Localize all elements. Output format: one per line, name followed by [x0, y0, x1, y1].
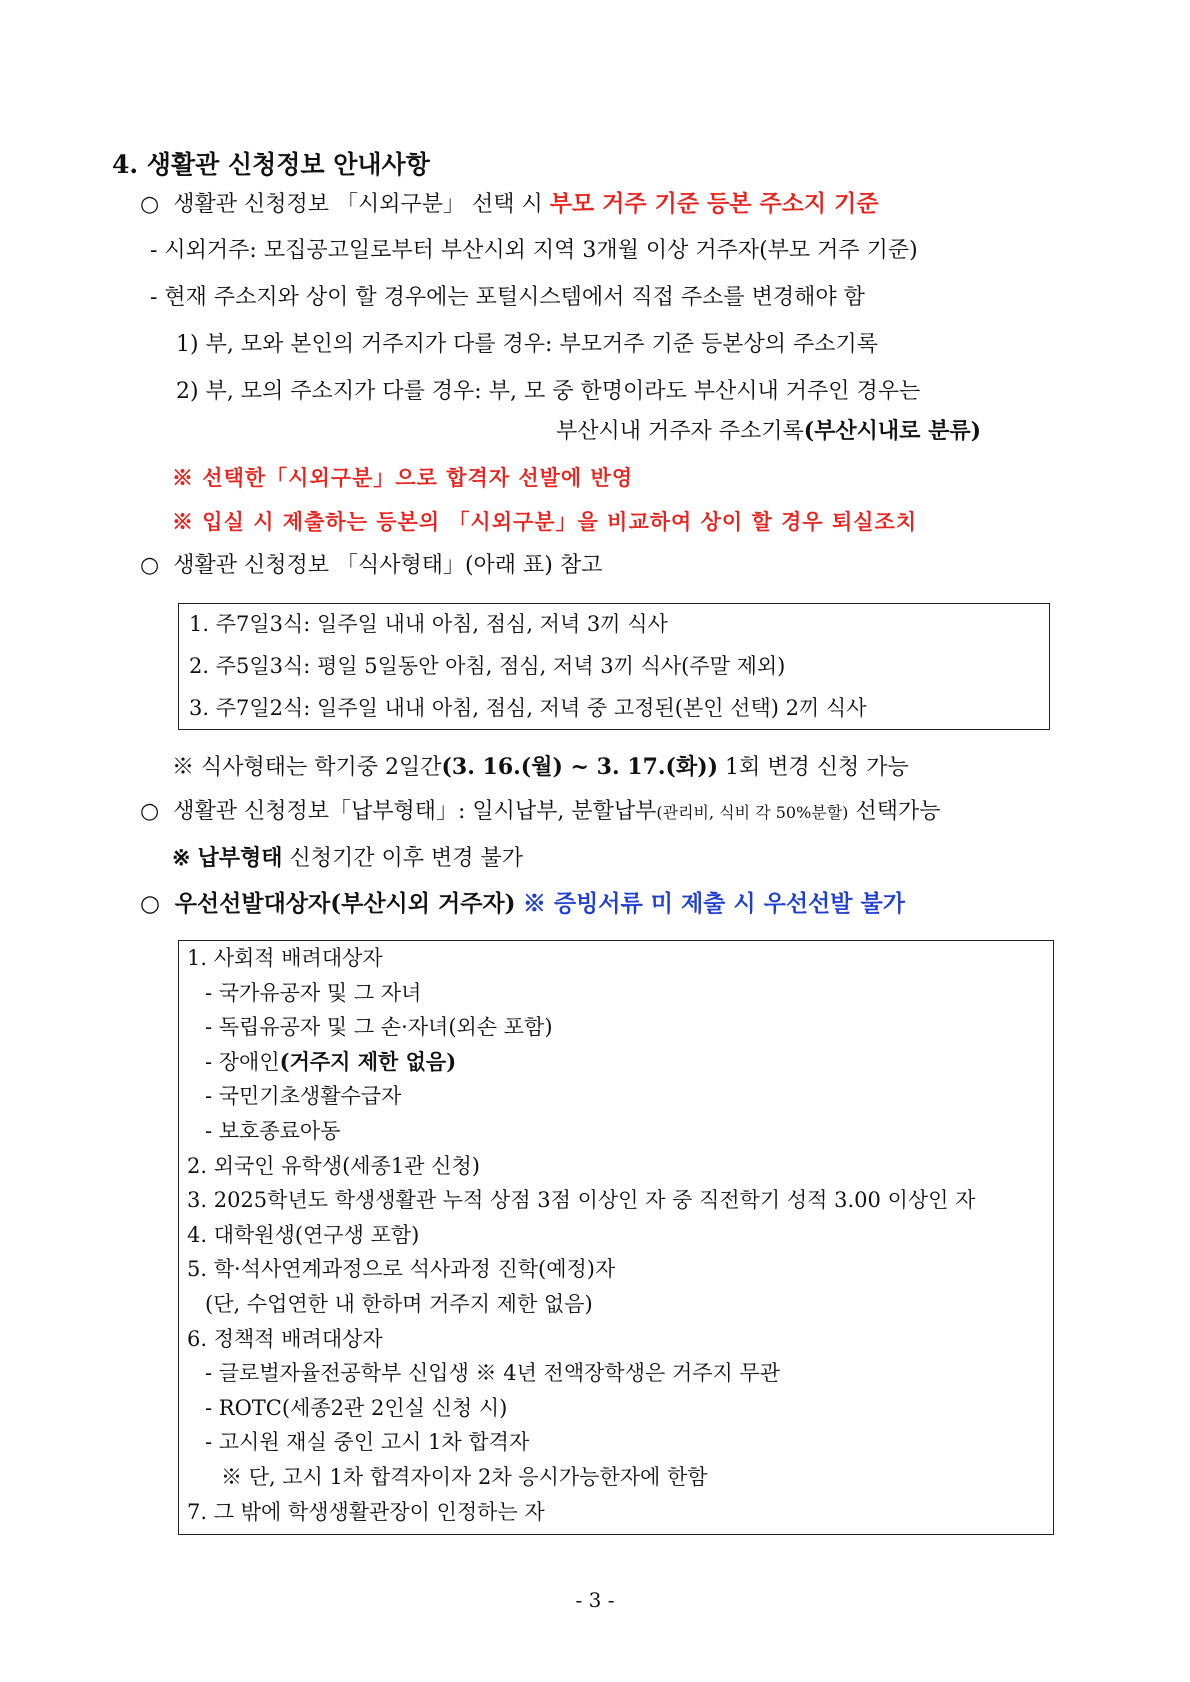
priority-row	[187, 1498, 545, 1526]
meal-row: 1. 주7일3식: 일주일 내내 아침, 점심, 저녁 3끼 식사	[189, 612, 668, 636]
priority-row-text: (단, 수업연한 내 한하며 거주지 제한 없음)	[205, 1292, 593, 1316]
area-item-2-bold: (부산시내로 분류)	[803, 418, 982, 444]
priority-row-text: - 독립유공자 및 그 손·자녀(외손 포함)	[205, 1015, 553, 1040]
priority-row	[205, 1048, 456, 1076]
meal-intro-text: 생활관 신청정보 「식사형태」(아래 표) 참고	[173, 553, 603, 578]
priority-row-text: 6. 정책적 배려대상자	[187, 1326, 383, 1351]
payment-intro-small: (관리비, 식비 각 50%분할)	[656, 803, 849, 822]
priority-row	[205, 1290, 593, 1318]
priority-row	[205, 1013, 553, 1041]
priority-row-text: 3. 2025학년도 학생생활관 누적 상점 3점 이상인 자 중 직전학기 성적 3.00 이상인 자	[187, 1188, 976, 1213]
meal-note-bold: (3. 16.(월) ~ 3. 17.(화))	[441, 754, 719, 780]
page-number: - 3 -	[575, 1588, 615, 1612]
priority-table	[178, 940, 1054, 1535]
priority-row	[187, 1152, 480, 1180]
area-item-1: 1) 부, 모와 본인의 거주지가 다를 경우: 부모거주 기준 등본상의 주소기록	[176, 332, 878, 357]
priority-row	[187, 1325, 383, 1353]
priority-row-text: 2. 외국인 유학생(세종1관 신청)	[187, 1153, 480, 1178]
priority-row	[205, 979, 421, 1007]
area-item-2: 2) 부, 모의 주소지가 다를 경우: 부, 모 중 한명이라도 부산시내 거주인 경우는	[176, 379, 921, 404]
priority-row	[205, 1428, 529, 1456]
payment-intro-suffix: 선택가능	[855, 799, 941, 824]
area-intro	[140, 189, 879, 220]
area-dash-2: - 현재 주소지와 상이 할 경우에는 포털시스템에서 직접 주소를 변경해야 함	[150, 285, 865, 310]
priority-row	[205, 1082, 401, 1110]
priority-row-text: 4. 대학원생(연구생 포함)	[187, 1222, 420, 1247]
payment-note-mark: ※	[172, 845, 191, 871]
priority-row	[205, 1394, 507, 1422]
meal-note-suffix: 1회 변경 신청 가능	[725, 755, 909, 780]
payment-intro-text: 생활관 신청정보「납부형태」: 일시납부, 분할납부	[173, 799, 657, 824]
payment-note	[172, 843, 523, 874]
area-intro-text: 생활관 신청정보 「시외구분」 선택 시	[173, 192, 543, 217]
meal-note	[172, 752, 909, 783]
priority-row	[187, 1221, 419, 1249]
priority-row	[187, 1255, 615, 1283]
priority-intro	[140, 889, 905, 919]
section-title: 4. 생활관 신청정보 안내사항	[112, 150, 430, 179]
priority-row-text: - ROTC(세종2관 2인실 신청 시)	[205, 1395, 508, 1420]
priority-row-text: - 보호종료아동	[205, 1119, 341, 1143]
bullet: ○	[140, 799, 160, 824]
priority-row-text: 1. 사회적 배려대상자	[187, 946, 383, 970]
area-note-2: ※ 입실 시 제출하는 등본의 「시외구분」을 비교하여 상이 할 경우 퇴실조치	[172, 509, 918, 534]
payment-note-bold: 납부형태	[197, 845, 283, 871]
bullet: ○	[140, 192, 160, 217]
priority-row-text: - 국가유공자 및 그 자녀	[205, 980, 422, 1005]
priority-row-text: - 고시원 재실 중인 고시 1차 합격자	[205, 1430, 530, 1455]
area-note-1: ※ 선택한「시외구분」으로 합격자 선발에 반영	[172, 465, 634, 490]
area-item-2-plain: 부산시내 거주자 주소기록	[556, 419, 804, 444]
priority-row-text: - 글로벌자율전공학부 신입생 ※ 4년 전액장학생은 거주지 무관	[205, 1361, 781, 1386]
payment-intro	[140, 797, 940, 828]
priority-row	[221, 1463, 708, 1491]
bullet: ○	[140, 553, 160, 578]
bullet: ○	[140, 891, 161, 917]
priority-row	[205, 1359, 780, 1387]
area-dash-1: - 시외거주: 모집공고일로부터 부산시외 지역 3개월 이상 거주자(부모 거주 기준)	[150, 238, 918, 263]
meal-table	[178, 603, 1050, 730]
priority-row-text: ※ 단, 고시 1차 합격자이자 2차 응시가능한자에 한함	[221, 1465, 708, 1489]
payment-note-suffix: 신청기간 이후 변경 불가	[289, 846, 523, 871]
priority-row-text: - 장애인	[205, 1049, 280, 1074]
meal-intro	[140, 551, 602, 581]
area-item-2-cont	[556, 416, 981, 447]
meal-row: 3. 주7일2식: 일주일 내내 아침, 점심, 저녁 중 고정된(본인 선택) 2끼 식사	[189, 696, 867, 720]
priority-intro-blue: ※ 증빙서류 미 제출 시 우선선발 불가	[522, 890, 905, 917]
meal-note-prefix: ※ 식사형태는 학기중 2일간	[172, 755, 442, 780]
priority-row	[187, 1186, 975, 1214]
priority-row-text: 5. 학·석사연계과정으로 석사과정 진학(예정)자	[187, 1257, 616, 1282]
priority-row	[205, 1117, 341, 1145]
priority-intro-bold: 우선선발대상자(부산시외 거주자)	[174, 890, 516, 917]
priority-row-text: 7. 그 밖에 학생생활관장이 인정하는 자	[187, 1499, 545, 1524]
priority-row-text: - 국민기초생활수급자	[205, 1084, 402, 1109]
priority-row-bold: (거주지 제한 없음)	[279, 1048, 457, 1074]
meal-row: 2. 주5일3식: 평일 5일동안 아침, 점심, 저녁 3끼 식사(주말 제외)	[189, 654, 786, 678]
priority-row	[187, 944, 383, 972]
area-intro-highlight: 부모 거주 기준 등본 주소지 기준	[549, 190, 879, 217]
